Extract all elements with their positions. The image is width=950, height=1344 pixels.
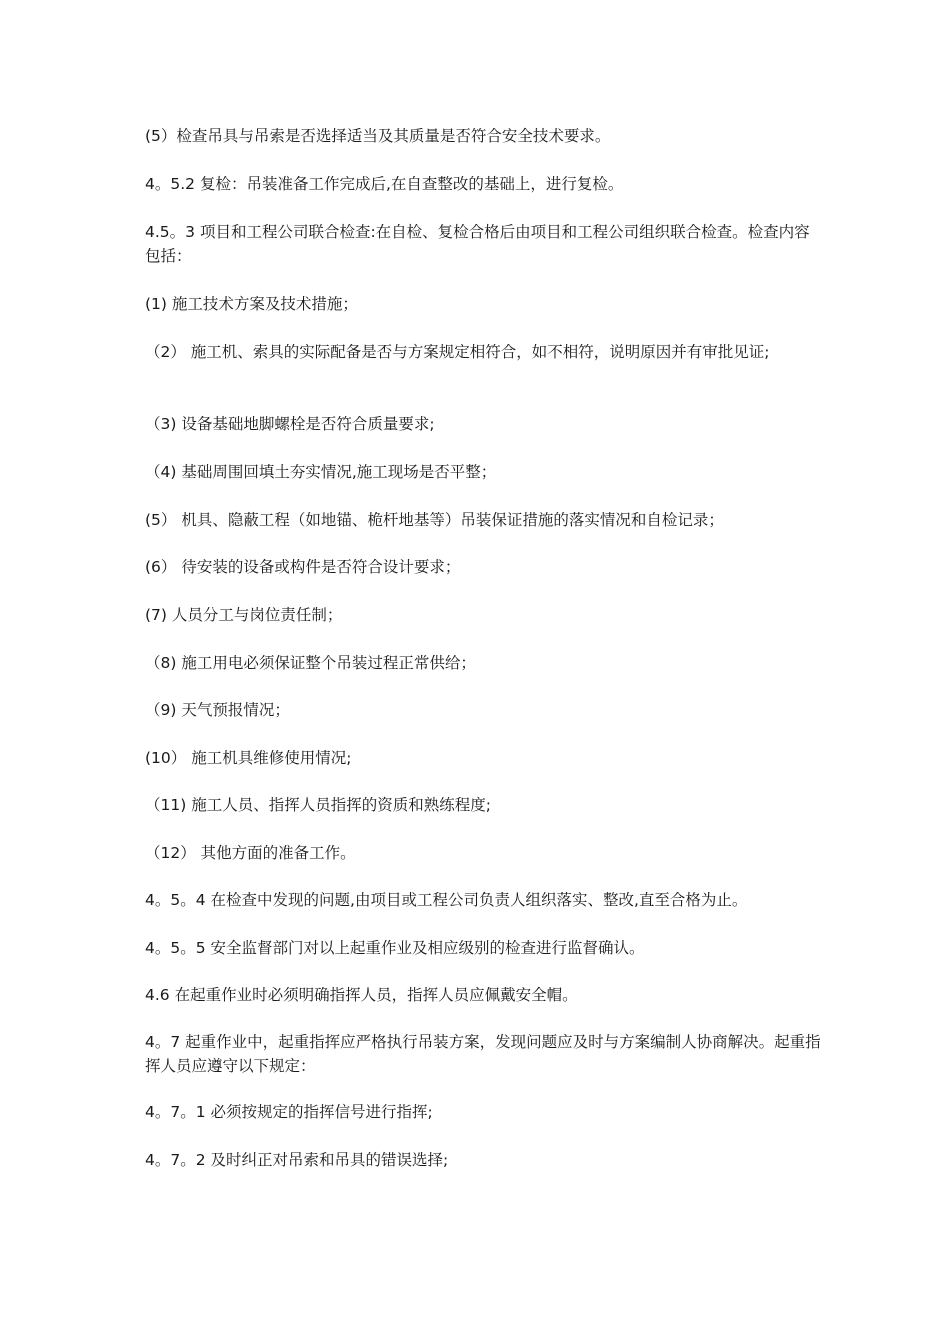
- paragraph-commander-rules: 4。7 起重作业中，起重指挥应严格执行吊装方案，发现问题应及时与方案编制人协商解决。起重指挥人员应遵守以下规定：: [145, 1033, 821, 1075]
- paragraph-sling-correction: 4。7。2 及时纠正对吊索和吊具的错误选择;: [145, 1151, 449, 1169]
- list-item-7: (7) 人员分工与岗位责任制；: [145, 606, 343, 624]
- list-item-10: (10） 施工机具维修使用情况;: [145, 749, 352, 767]
- paragraph-joint-inspection: 4.5。3 项目和工程公司联合检查:在自检、复检合格后由项目和工程公司组织联合检查。检查内容包括：: [145, 223, 810, 265]
- paragraph-issue-rectification: 4。5。4 在检查中发现的问题,由项目或工程公司负责人组织落实、整改,直至合格为止。: [145, 891, 748, 909]
- list-item-12: （12） 其他方面的准备工作。: [145, 844, 356, 862]
- paragraph-signals: 4。7。1 必须按规定的指挥信号进行指挥;: [145, 1103, 433, 1121]
- list-item-9: （9) 天气预报情况；: [145, 701, 290, 719]
- list-item-11: （11) 施工人员、指挥人员指挥的资质和熟练程度;: [145, 796, 491, 814]
- list-item-3: （3) 设备基础地脚螺栓是否符合质量要求;: [145, 415, 435, 433]
- paragraph-safety-supervision: 4。5。5 安全监督部门对以上起重作业及相应级别的检查进行监督确认。: [145, 939, 645, 957]
- list-item-2: （2） 施工机、索具的实际配备是否与方案规定相符合，如不相符，说明原因并有审批见证;: [145, 343, 770, 361]
- list-item-6: (6） 待安装的设备或构件是否符合设计要求；: [145, 558, 461, 576]
- paragraph-commander-helmet: 4.6 在起重作业时必须明确指挥人员，指挥人员应佩戴安全帽。: [145, 986, 578, 1004]
- list-item-1: (1) 施工技术方案及技术措施；: [145, 295, 358, 313]
- list-item-4: （4) 基础周围回填土夯实情况,施工现场是否平整；: [145, 463, 497, 481]
- list-item-8: （8) 施工用电必须保证整个吊装过程正常供给；: [145, 654, 476, 672]
- paragraph-recheck: 4。5.2 复检：吊装准备工作完成后,在自查整改的基础上，进行复检。: [145, 175, 624, 193]
- paragraph-check-slings: (5）检查吊具与吊索是否选择适当及其质量是否符合安全技术要求。: [145, 127, 611, 145]
- list-item-5: (5） 机具、隐蔽工程（如地锚、桅杆地基等）吊装保证措施的落实情况和自检记录；: [145, 511, 724, 529]
